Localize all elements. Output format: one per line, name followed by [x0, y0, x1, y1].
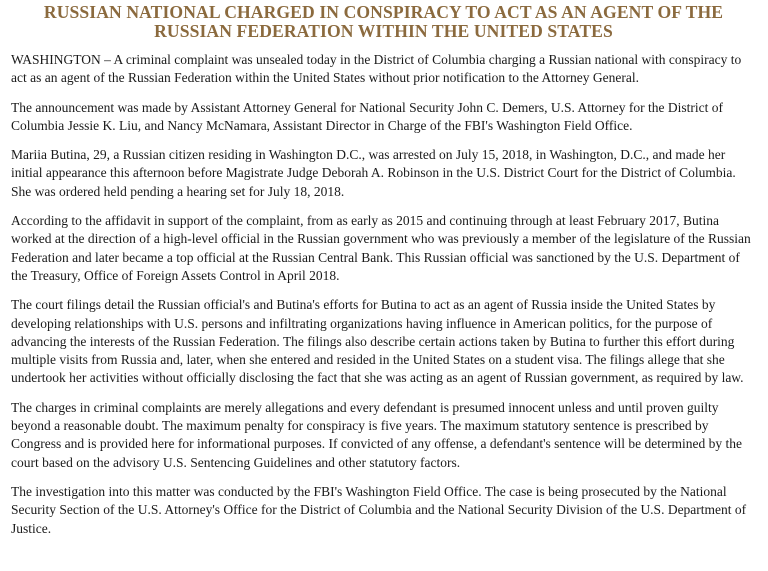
- headline-line-2: RUSSIAN FEDERATION WITHIN THE UNITED STATES: [154, 21, 613, 41]
- paragraph-court-filings: The court filings detail the Russian official's and Butina's efforts for Butina to act as an agent of Russia inside the United States by developing relationships with U.S. persons and infiltrating organizations having influence in American politics, for the purpose of advancing the interests of the Russian Federation. The filings also describe certain actions taken by Butina to further this effort during multiple visits from Russia and, later, when she entered and resided in the United States on a student visa. The filings allege that she undertook her activities without officially disclosing the fact that she was acting as an agent of Russian government, as required by law.: [11, 297, 744, 386]
- paragraph-arrest: Mariia Butina, 29, a Russian citizen residing in Washington D.C., was arrested on July 15, 2018, in Washington, D.C., and made her initial appearance this afternoon before Magistrate Judge Deborah A. Robinson in the U.S. District Court for the District of Columbia. She was ordered held pending a hearing set for July 18, 2018.: [11, 147, 736, 199]
- paragraph-dateline-complaint: WASHINGTON – A criminal complaint was unsealed today in the District of Columbia charging a Russian national with conspiracy to act as an agent of the Russian Federation within the United States without prior notification to the Attorney General.: [11, 52, 742, 86]
- paragraph-charges-disclaimer: The charges in criminal complaints are merely allegations and every defendant is presumed innocent unless and until proven guilty beyond a reasonable doubt. The maximum penalty for conspiracy is five years. The maximum statutory sentence is prescribed by Congress and is provided here for informational purposes. If convicted of any offense, a defendant's sentence will be determined by the court based on the advisory U.S. Sentencing Guidelines and other statutory factors.: [11, 399, 742, 470]
- paragraph-affidavit: According to the affidavit in support of the complaint, from as early as 2015 and continuing through at least February 2017, Butina worked at the direction of a high-level official in the Russian government who was previously a member of the legislature of the Russian Federation and later became a top official at the Russian Central Bank. This Russian official was sanctioned by the U.S. Department of the Treasury, Office of Foreign Assets Control in April 2018.: [11, 213, 751, 283]
- paragraph-announcement: The announcement was made by Assistant Attorney General for National Security John C. Demers, U.S. Attorney for the District of Columbia Jessie K. Liu, and Nancy McNamara, Assistant Director in Charge of the FBI's Washington Field Office.: [11, 99, 723, 133]
- paragraph-investigation: The investigation into this matter was conducted by the FBI's Washington Field Office. The case is being prosecuted by the National Security Section of the U.S. Attorney's Office for the District of Columbia and the National Security Division of the U.S. Department of Justice.: [11, 483, 747, 536]
- headline-line-1: RUSSIAN NATIONAL CHARGED IN CONSPIRACY TO ACT AS AN AGENT OF THE: [43, 2, 724, 22]
- press-release-headline: [11, 3, 756, 41]
